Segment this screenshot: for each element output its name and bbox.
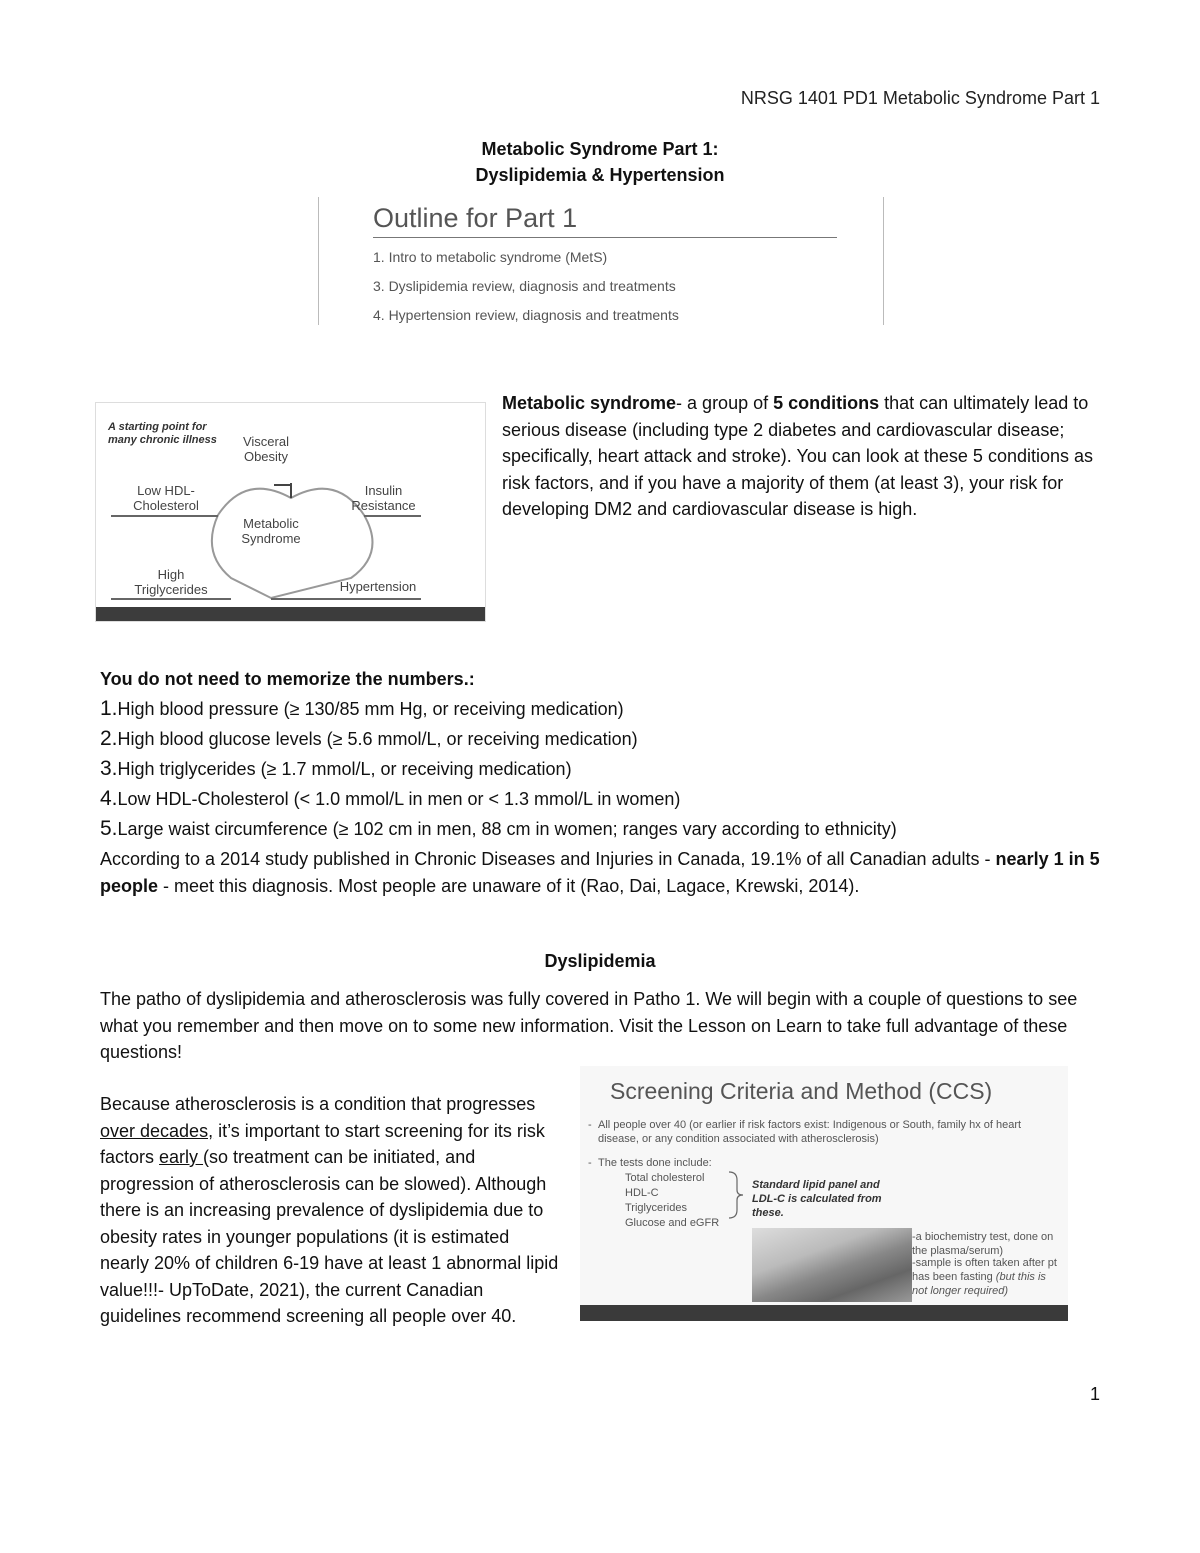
outline-item: 3. Dyslipidemia review, diagnosis and treatments — [373, 278, 676, 294]
low-hdl-label: Low HDL-Cholesterol — [133, 483, 199, 513]
screening-slide: Screening Criteria and Method (CCS) - All people over 40 (or earlier if risk factors exist: Indigenous or South, family hx of heart disease, or any condition associated with atherosclerosis) - The tests done include: Total cholesterol HDL-C Triglycerides Glucose and eGFR Standard lipid panel and LDL-C is calculated from these. -a biochemistry test, done on the plasma/serum) -sample is often taken after pt has been fasting (but this is not longer required) — [580, 1066, 1068, 1321]
outline-divider — [373, 237, 837, 238]
side-note-1: -a biochemistry test, done on the plasma/serum) — [912, 1231, 1054, 1257]
test-item: HDL-C — [625, 1187, 659, 1199]
criteria-item: 4.Low HDL-Cholesterol (< 1.0 mmol/L in men or < 1.3 mmol/L in women) — [100, 787, 681, 810]
blood-draw-photo — [752, 1228, 912, 1302]
screening-bullet-1: All people over 40 (or earlier if risk factors exist: Indigenous or South, family hx of heart disease, or any condition associated with atherosclerosis) — [598, 1119, 1022, 1145]
screening-bullet-2: The tests done include: — [598, 1157, 712, 1169]
side-note-2: -sample is often taken after pt has been fasting (but this is not longer required) — [912, 1257, 1057, 1297]
criteria-heading: You do not need to memorize the numbers.: — [100, 669, 475, 689]
diagram-caption: A starting point for many chronic illness — [108, 421, 217, 446]
dyslipidemia-intro: The patho of dyslipidemia and atherosclerosis was fully covered in Patho 1. We will begin with a couple of questions to see what you remember and then move on to some new information. Visit the Lesson on Learn to take full advantage of these questions! — [100, 989, 1078, 1062]
screening-paragraph: Because atherosclerosis is a condition that progresses over decades, it’s important to start screening for its risk factors early (so treatment can be initiated, and progression of atherosclerosis can be slowed). Although there is an increasing prevalence of dyslipidemia due to obesity rates in younger populations (it is estimated nearly 20% of children 6-19 have at least 1 abnormal lipid value!!!- UpToDate, 2021), the current Canadian guidelines recommend screening all people over 40. — [100, 1094, 559, 1326]
page-number: 1 — [1089, 1384, 1100, 1404]
criteria-item: 5.Large waist circumference (≥ 102 cm in men, 88 cm in women; ranges vary according to ethnicity) — [100, 817, 897, 840]
outline-heading: Outline for Part 1 — [373, 203, 578, 233]
outline-list — [373, 243, 679, 330]
title-line-2: Dyslipidemia & Hypertension — [475, 165, 725, 185]
mets-definition: Metabolic syndrome- a group of 5 conditions that can ultimately lead to serious disease (including type 2 diabetes and cardiovascular disease; specifically, heart attack and stroke). You can look at these 5 conditions as risk factors, and if you have a majority of them (at least 3), your risk for developing DM2 and cardiovascular disease is high. — [502, 393, 1094, 519]
slide-footer-bar — [580, 1305, 1068, 1321]
outline-slide — [318, 197, 884, 325]
running-header: NRSG 1401 PD1 Metabolic Syndrome Part 1 — [740, 88, 1100, 108]
criteria-item: 1.High blood pressure (≥ 130/85 mm Hg, or receiving medication) — [100, 697, 624, 720]
prevalence-paragraph: According to a 2014 study published in Chronic Diseases and Injuries in Canada, 19.1% of all Canadian adults - nearly 1 in 5 people - meet this diagnosis. Most people are unaware of it (Rao, Dai, Lagace, Krewski, 2014). — [100, 849, 1100, 896]
slide-footer-bar — [96, 607, 485, 621]
criteria-item: 2.High blood glucose levels (≥ 5.6 mmol/L, or receiving medication) — [100, 727, 638, 750]
high-triglycerides-label: High Triglycerides — [134, 567, 208, 597]
outline-item: 4. Hypertension review, diagnosis and treatments — [373, 307, 679, 323]
hypertension-label: Hypertension — [339, 579, 417, 594]
bracket-icon — [727, 1170, 747, 1220]
insulin-resistance-label: Insulin Resistance — [351, 483, 416, 513]
outline-item: 1. Intro to metabolic syndrome (MetS) — [373, 249, 608, 265]
test-item: Triglycerides — [625, 1202, 687, 1214]
lipid-note: Standard lipid panel and LDL-C is calculated from these. — [752, 1179, 882, 1219]
screening-heading: Screening Criteria and Method (CCS) — [610, 1078, 993, 1104]
mets-term: Metabolic syndrome — [502, 393, 677, 413]
metabolic-syndrome-diagram — [95, 402, 486, 622]
test-item: Total cholesterol — [625, 1172, 705, 1184]
visceral-obesity-label: Visceral Obesity — [242, 434, 289, 464]
criteria-item: 3.High triglycerides (≥ 1.7 mmol/L, or receiving medication) — [100, 757, 572, 780]
page-title — [0, 136, 1200, 188]
criteria-list — [100, 665, 897, 844]
title-line-1: Metabolic Syndrome Part 1: — [481, 139, 719, 159]
center-label: Metabolic Syndrome — [241, 516, 301, 546]
test-item: Glucose and eGFR — [625, 1217, 720, 1229]
dyslipidemia-heading: Dyslipidemia — [544, 951, 656, 971]
